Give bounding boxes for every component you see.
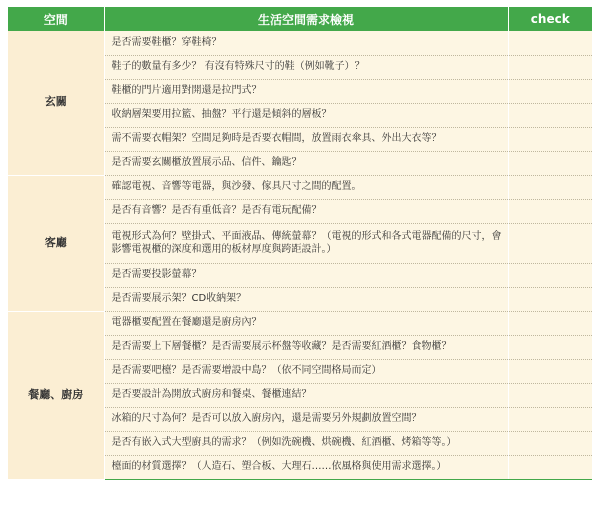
question-cell: 需不需要衣帽架？空間足夠時是否要衣帽間，放置雨衣傘具、外出大衣等？	[104, 127, 508, 151]
check-cell[interactable]	[508, 263, 592, 287]
question-cell: 是否需要吧檯？是否需要增設中島？（依不同空間格局而定）	[104, 359, 508, 383]
table-header-row	[8, 7, 592, 31]
question-cell: 是否需要上下層餐櫃？是否需要展示杯盤等收藏？是否需要紅酒櫃？食物櫃？	[104, 335, 508, 359]
check-cell[interactable]	[508, 199, 592, 223]
check-cell[interactable]	[508, 287, 592, 311]
check-cell[interactable]	[508, 151, 592, 175]
header-space: 空間	[8, 7, 104, 31]
check-cell[interactable]	[508, 311, 592, 335]
header-needs: 生活空間需求檢視	[104, 7, 508, 31]
check-cell[interactable]	[508, 407, 592, 431]
question-cell: 是否需要鞋櫃？穿鞋椅？	[104, 31, 508, 55]
space-label-entrance: 玄關	[8, 31, 104, 175]
question-cell: 鞋子的數量有多少？ 有沒有特殊尺寸的鞋（例如靴子）？	[104, 55, 508, 79]
check-cell[interactable]	[508, 55, 592, 79]
question-cell: 檯面的材質選擇？（人造石、塑合板、大理石……依風格與使用需求選擇。）	[104, 455, 508, 479]
table-row	[8, 175, 592, 199]
needs-checklist-table	[8, 7, 592, 480]
question-cell: 電視形式為何？壁掛式、平面液晶、傳統螢幕？（電視的形式和各式電器配備的尺寸，會影響電視櫃的深度和選用的板材厚度與跨距設計。）	[104, 223, 508, 263]
question-cell: 電器櫃要配置在餐廳還是廚房內？	[104, 311, 508, 335]
question-cell: 是否有音響？是否有重低音？是否有電玩配備？	[104, 199, 508, 223]
question-cell: 鞋櫃的門片適用對開還是拉門式？	[104, 79, 508, 103]
question-cell: 是否需要玄關櫃放置展示品、信件、鑰匙？	[104, 151, 508, 175]
header-check: check	[508, 7, 592, 31]
check-cell[interactable]	[508, 431, 592, 455]
question-cell: 收納層架要用拉籃、抽盤？平行還是傾斜的層板？	[104, 103, 508, 127]
space-label-living-room: 客廳	[8, 175, 104, 311]
question-cell: 冰箱的尺寸為何？是否可以放入廚房內，還是需要另外規劃放置空間？	[104, 407, 508, 431]
check-cell[interactable]	[508, 223, 592, 263]
check-cell[interactable]	[508, 455, 592, 479]
check-cell[interactable]	[508, 359, 592, 383]
question-cell: 確認電視、音響等電器，與沙發、傢具尺寸之間的配置。	[104, 175, 508, 199]
check-cell[interactable]	[508, 335, 592, 359]
check-cell[interactable]	[508, 127, 592, 151]
check-cell[interactable]	[508, 103, 592, 127]
check-cell[interactable]	[508, 175, 592, 199]
check-cell[interactable]	[508, 79, 592, 103]
question-cell: 是否有嵌入式大型廚具的需求？（例如洗碗機、烘碗機、紅酒櫃、烤箱等等。）	[104, 431, 508, 455]
space-label-dining-kitchen: 餐廳、廚房	[8, 311, 104, 479]
table-row	[8, 311, 592, 335]
check-cell[interactable]	[508, 383, 592, 407]
question-cell: 是否需要投影螢幕？	[104, 263, 508, 287]
check-cell[interactable]	[508, 31, 592, 55]
question-cell: 是否要設計為開放式廚房和餐桌、餐櫃連結？	[104, 383, 508, 407]
table-row	[8, 31, 592, 55]
question-cell: 是否需要展示架？CD收納架？	[104, 287, 508, 311]
